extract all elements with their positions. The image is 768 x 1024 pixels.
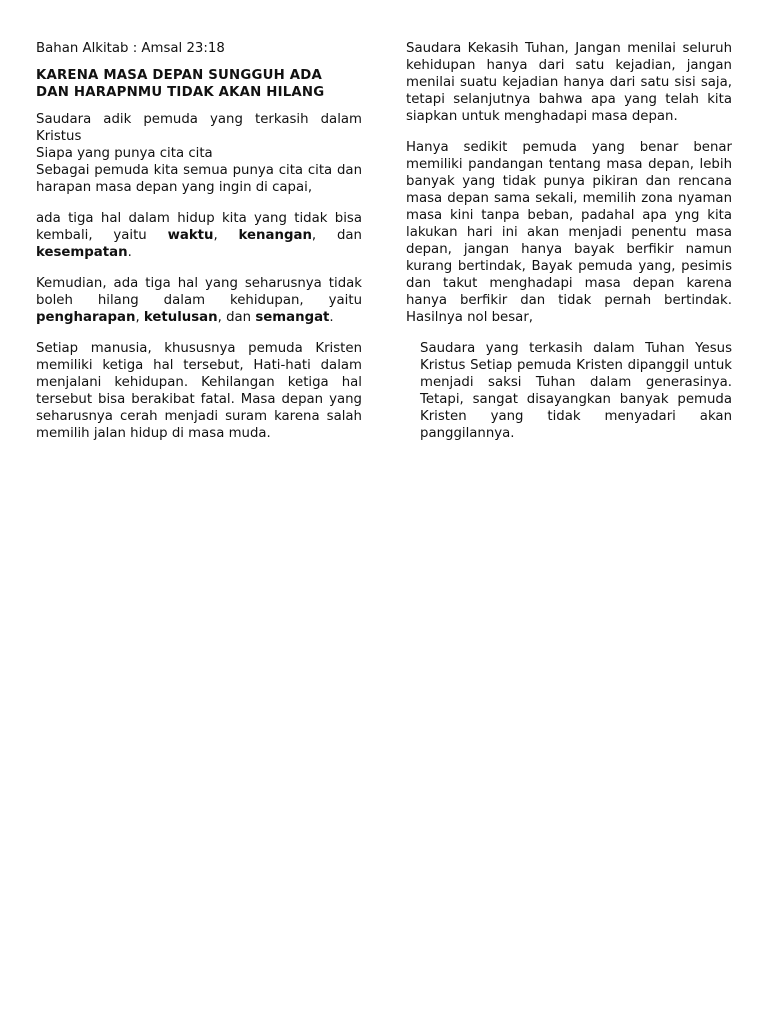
bible-reference: Bahan Alkitab : Amsal 23:18 bbox=[36, 41, 225, 56]
bold-term-kenangan: kenangan bbox=[238, 228, 312, 243]
paragraph-three-things-kept bbox=[36, 275, 362, 326]
heading-line-2: DAN HARAPNMU TIDAK AKAN HILANG bbox=[36, 85, 325, 100]
paragraph-dont-judge: Saudara Kekasih Tuhan, Jangan menilai seluruh kehidupan hanya dari satu kejadian, jangan menilai suatu kejadian hanya dari satu sisi saja, tetapi selanjutnya bahwa apa yang telah kita siapkan untuk menghadapi masa depan. bbox=[406, 41, 732, 124]
text-fragment: ada tiga hal dalam hidup kita yang tidak bisa kembali, yaitu bbox=[36, 211, 362, 243]
left-column bbox=[36, 40, 362, 456]
text-fragment: . bbox=[329, 310, 334, 325]
bold-term-ketulusan: ketulusan bbox=[143, 310, 218, 325]
text-fragment: , dan bbox=[311, 228, 362, 243]
paragraph-greeting bbox=[36, 111, 362, 196]
right-column bbox=[406, 40, 732, 456]
article-heading bbox=[36, 67, 362, 101]
text-fragment: . bbox=[127, 245, 132, 260]
bold-term-pengharapan: pengharapan bbox=[36, 310, 136, 325]
greeting-line: Saudara adik pemuda yang terkasih dalam Kristus bbox=[36, 112, 362, 144]
bold-term-kesempatan: kesempatan bbox=[36, 245, 128, 260]
text-fragment: Kemudian, ada tiga hal yang seharusnya tidak boleh hilang dalam kehidupan, yaitu bbox=[36, 276, 362, 308]
heading-line-1: KARENA MASA DEPAN SUNGGUH ADA bbox=[36, 68, 322, 83]
paragraph-calling: Saudara yang terkasih dalam Tuhan Yesus Kristus Setiap pemuda Kristen dipanggil untuk menjadi saksi Tuhan dalam generasinya. Tetapi, sangat disayangkan banyak pemuda Kristen yang tidak menyadari akan panggilannya. bbox=[420, 341, 732, 441]
text-fragment: , bbox=[135, 310, 144, 325]
paragraph-warning: Setiap manusia, khususnya pemuda Kristen memiliki ketiga hal tersebut, Hati-hati dalam menjalani kehidupan. Kehilangan ketiga hal tersebut bisa berakibat fatal. Masa depan yang seharusnya cerah menjadi suram karena salah memilih jalan hidup di masa muda. bbox=[36, 341, 362, 441]
question-line: Siapa yang punya cita cita bbox=[36, 146, 213, 161]
paragraph-future-view: Hanya sedikit pemuda yang benar benar memiliki pandangan tentang masa depan, lebih banyak yang tidak punya pikiran dan rencana masa depan sama sekali, memilih zona nyaman masa kini tanpa beban, padahal apa yng kita lakukan hari ini akan menjadi penentu masa depan, jangan hanya bayak berfikir namun kurang bertindak, Bayak pemuda yang, pesimis dan takut menghadapi masa depan karena hanya berfikir dan tidak pernah bertindak. Hasilnya nol besar, bbox=[406, 140, 732, 325]
bold-term-semangat: semangat bbox=[255, 310, 330, 325]
text-fragment: , bbox=[213, 228, 239, 243]
aspiration-line: Sebagai pemuda kita semua punya cita cita dan harapan masa depan yang ingin di capai, bbox=[36, 163, 362, 195]
bold-term-waktu: waktu bbox=[167, 228, 214, 243]
text-fragment: , dan bbox=[217, 310, 256, 325]
paragraph-three-things-lost bbox=[36, 210, 362, 261]
